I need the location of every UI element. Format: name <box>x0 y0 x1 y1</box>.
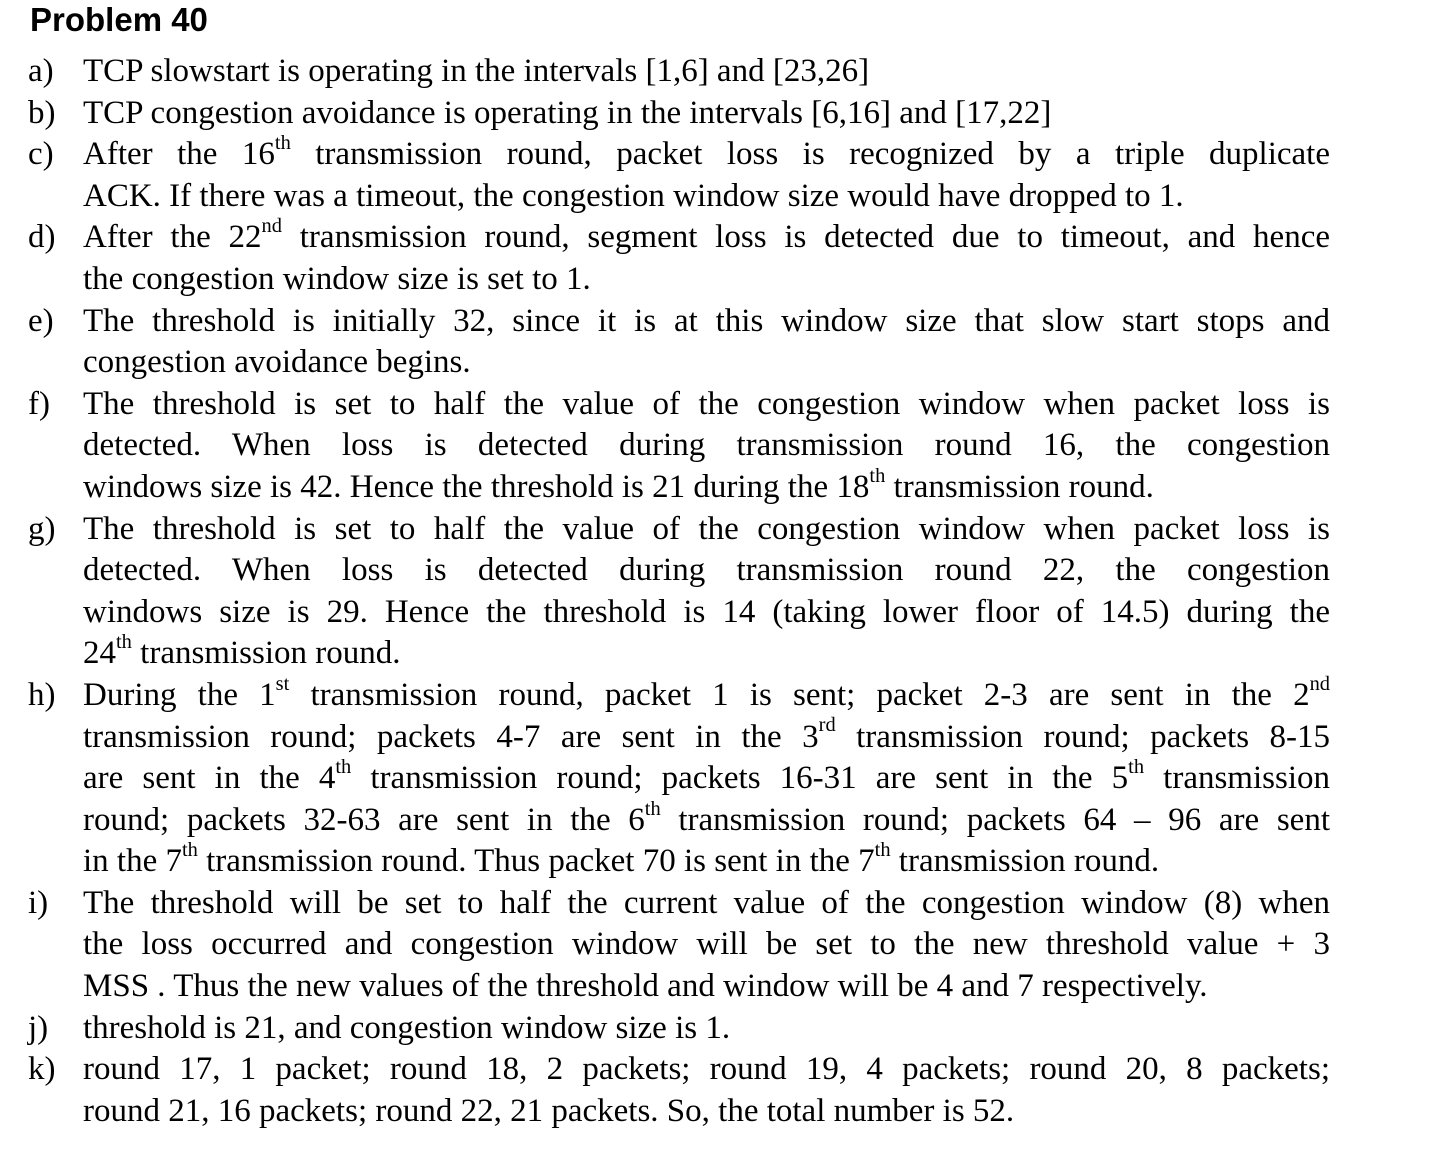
answer-text <box>83 672 1331 883</box>
answer-text-run: During the 1 <box>83 676 276 713</box>
answer-marker: a) <box>28 53 54 89</box>
answer-text-run: in the 7 <box>83 843 182 880</box>
answer-item <box>28 672 1331 883</box>
answer-text-run: the loss occurred and congestion window will be set to the new threshold value + 3 <box>83 926 1330 963</box>
answer-text-run: MSS . Thus the new values of the threshold and window will be 4 and 7 respectively. <box>83 968 1208 1005</box>
answer-text-run: transmission round; packets 8-15 <box>835 718 1330 755</box>
answer-text-run: transmission round. <box>131 635 401 672</box>
answer-text-run: TCP slowstart is operating in the intervals [1,6] and [23,26] <box>83 53 870 89</box>
answer-line <box>83 259 1330 301</box>
answer-text <box>83 509 1330 675</box>
answer-text-run: 24 <box>83 635 116 672</box>
answer-line <box>83 51 1330 93</box>
ordinal-suffix: th <box>335 756 352 779</box>
answer-text-run: transmission round, packet 1 is sent; packet 2-3 are sent in the 2 <box>289 676 1310 713</box>
answer-text-run: transmission round. Thus packet 70 is sent in the 7 <box>197 843 875 880</box>
answer-line <box>83 714 1330 759</box>
ordinal-suffix: th <box>116 631 132 654</box>
answer-line <box>83 883 1330 925</box>
answer-marker: f) <box>28 385 50 422</box>
answer-item <box>28 134 1330 217</box>
answer-text-run: After the 22 <box>83 219 262 256</box>
answer-marker: c) <box>28 136 54 173</box>
answer-text-run: After the 16 <box>83 136 275 173</box>
answer-text-run: threshold is 21, and congestion window size is 1. <box>83 1009 731 1046</box>
answer-line <box>83 384 1330 426</box>
answer-marker: h) <box>28 676 56 713</box>
answer-text-run: transmission round. <box>890 843 1160 880</box>
answer-line <box>83 592 1330 634</box>
ordinal-suffix: nd <box>1309 672 1331 695</box>
answer-text-run: transmission round, segment loss is detected due to timeout, and hence <box>281 219 1330 256</box>
answer-line <box>83 1091 1330 1133</box>
answer-line <box>83 1008 1330 1050</box>
ordinal-suffix: th <box>274 132 291 155</box>
answer-marker: k) <box>28 1051 56 1088</box>
answer-text-run: The threshold will be set to half the current value of the congestion window (8) when <box>83 884 1330 921</box>
answer-item <box>28 509 1330 675</box>
answer-text <box>83 384 1330 509</box>
ordinal-suffix: th <box>874 839 891 862</box>
answer-item <box>28 301 1330 384</box>
ordinal-suffix: th <box>869 464 886 487</box>
answer-text <box>83 1008 1330 1050</box>
answer-text <box>83 134 1330 217</box>
answer-text-run: windows size is 29. Hence the threshold is 14 (taking lower floor of 14.5) during the <box>83 593 1330 630</box>
ordinal-suffix: nd <box>261 215 282 238</box>
answer-line <box>83 425 1330 467</box>
answer-text-run: transmission <box>1144 760 1330 797</box>
answer-text <box>83 301 1330 384</box>
answer-line <box>83 966 1330 1008</box>
ordinal-suffix: th <box>1128 756 1145 779</box>
ordinal-suffix: rd <box>818 714 836 737</box>
answer-text-run: transmission round; packets 64 – 96 are sent <box>660 801 1330 838</box>
answer-line <box>83 758 1330 800</box>
answer-text-run: The threshold is set to half the value of the congestion window when packet loss is <box>83 385 1330 422</box>
answer-text-run: round 17, 1 packet; round 18, 2 packets; round 19, 4 packets; round 20, 8 packets; <box>83 1051 1330 1088</box>
answer-text-run: The threshold is initially 32, since it is at this window size that slow start stops and <box>83 302 1330 339</box>
answer-text-run: transmission round; packets 4-7 are sent in the 3 <box>83 718 819 755</box>
answer-marker: b) <box>28 94 56 131</box>
answer-line <box>83 841 1330 883</box>
answer-text-run: TCP congestion avoidance is operating in the intervals [6,16] and [17,22] <box>83 94 1052 131</box>
answer-item <box>28 1008 1330 1050</box>
answer-text-run: congestion avoidance begins. <box>83 344 471 381</box>
ordinal-suffix: st <box>275 672 290 695</box>
answer-text-run: are sent in the 4 <box>83 760 336 797</box>
answer-marker: e) <box>28 302 54 339</box>
answer-text-run: the congestion window size is set to 1. <box>83 260 591 297</box>
answer-line <box>83 633 1330 675</box>
answer-line <box>83 301 1330 343</box>
problem-title: Problem 40 <box>30 1 208 38</box>
answer-marker: i) <box>28 884 49 921</box>
answer-line <box>83 464 1330 509</box>
answer-text <box>83 217 1330 300</box>
answer-text-run: The threshold is set to half the value of the congestion window when packet loss is <box>83 510 1330 547</box>
answer-line <box>83 342 1330 384</box>
answer-item <box>28 51 1330 93</box>
answer-line <box>83 672 1331 717</box>
answer-text-run: transmission round; packets 16-31 are sent in the 5 <box>351 760 1129 797</box>
answer-text-run: transmission round. <box>885 468 1154 505</box>
answer-text-run: round; packets 32-63 are sent in the 6 <box>83 801 645 838</box>
answer-text <box>83 883 1330 1008</box>
answer-line <box>83 550 1330 592</box>
answer-text-run: ACK. If there was a timeout, the congestion window size would have dropped to 1. <box>83 177 1184 214</box>
answer-line <box>83 797 1330 842</box>
answer-line <box>83 1049 1330 1091</box>
answer-marker: j) <box>28 1009 49 1046</box>
answer-line <box>83 176 1330 218</box>
ordinal-suffix: th <box>181 839 198 862</box>
answer-line <box>83 93 1330 135</box>
answer-line <box>83 217 1330 259</box>
answer-marker: d) <box>28 219 56 256</box>
answer-marker: g) <box>28 510 56 547</box>
answer-list <box>28 51 1330 1132</box>
answer-text-run: transmission round, packet loss is recognized by a triple duplicate <box>290 136 1331 173</box>
answer-text <box>83 93 1330 135</box>
answer-item <box>28 217 1330 300</box>
answer-text-run: detected. When loss is detected during transmission round 22, the congestion <box>83 552 1330 589</box>
answer-item <box>28 883 1330 1008</box>
answer-line <box>83 134 1330 176</box>
answer-text-run: round 21, 16 packets; round 22, 21 packets. So, the total number is 52. <box>83 1092 1015 1129</box>
answer-item <box>28 93 1330 135</box>
answer-item <box>28 1049 1330 1132</box>
answer-text-run: windows size is 42. Hence the threshold is 21 during the 18 <box>83 468 870 505</box>
answer-text-run: detected. When loss is detected during transmission round 16, the congestion <box>83 427 1330 464</box>
answer-line <box>83 509 1330 551</box>
answer-text <box>83 1049 1330 1132</box>
ordinal-suffix: th <box>644 797 661 820</box>
answer-line <box>83 924 1330 966</box>
answer-text <box>83 51 1330 93</box>
answer-item <box>28 384 1330 509</box>
